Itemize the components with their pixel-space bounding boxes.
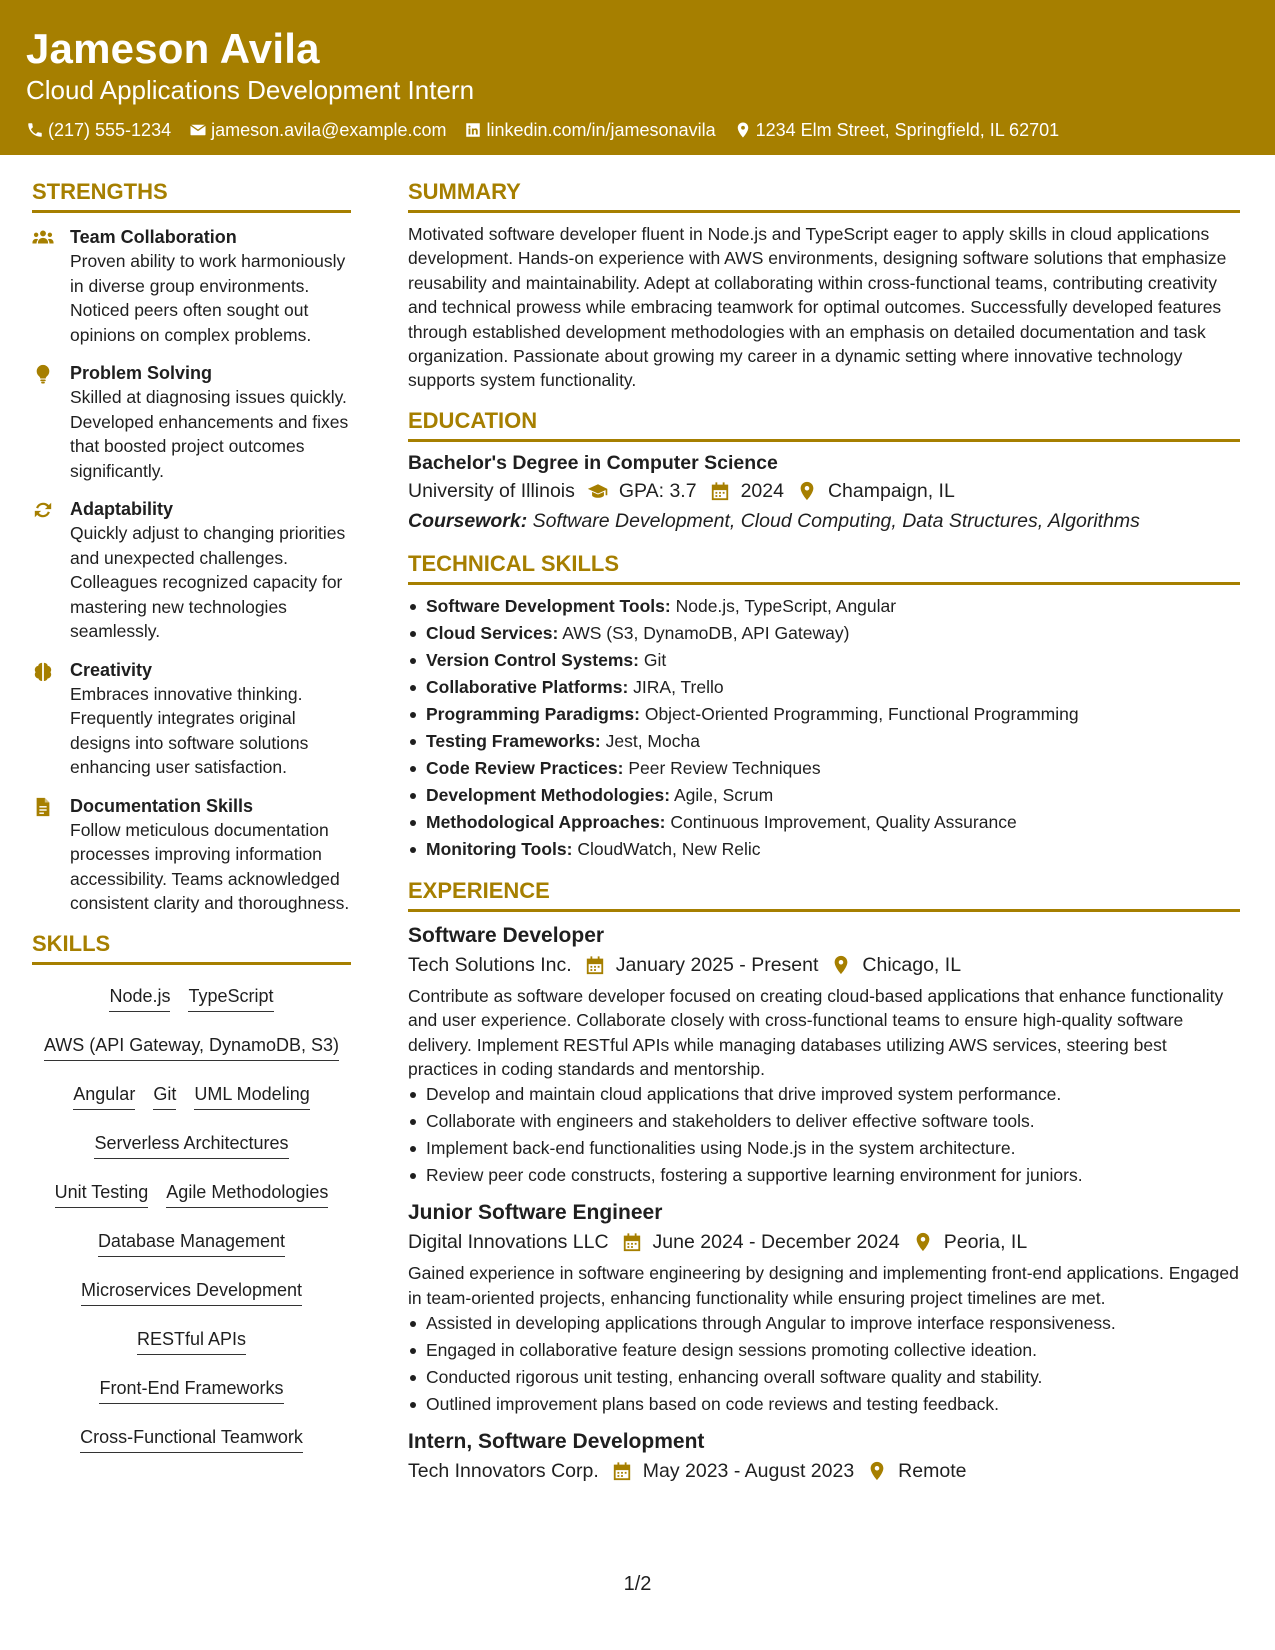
job-dates: June 2024 - December 2024: [652, 1231, 900, 1254]
list-item: Collaborate with engineers and stakeholders to deliver effective software tools.: [408, 1108, 1240, 1135]
job-meta: [408, 1456, 1240, 1486]
job-meta: [408, 1227, 1240, 1257]
coursework-label: Coursework:: [408, 509, 528, 532]
education-coursework: [408, 506, 1240, 536]
envelope-icon: [189, 121, 207, 139]
calendar-icon: [709, 481, 731, 501]
sync-icon: [32, 500, 54, 520]
skill-tag: Cross-Functional Teamwork: [80, 1425, 303, 1453]
right-column: [408, 178, 1240, 1486]
list-item: Review peer code constructs, fostering a supportive learning environment for juniors.: [408, 1162, 1240, 1189]
technical-skills-list: [408, 593, 1240, 863]
strength-description: Quickly adjust to changing priorities and unexpected challenges. Colleagues recognized capacity for mastering new technologies seamlessly.: [70, 523, 346, 641]
strength-item: [32, 361, 351, 483]
strength-description: Embraces innovative thinking. Frequently integrates original designs into software solutions enhancing user satisfaction.: [70, 683, 309, 777]
strength-description: Skilled at diagnosing issues quickly. Developed enhancements and fixes that boosted project outcomes significantly.: [70, 387, 349, 481]
lightbulb-icon: [32, 364, 54, 384]
skill-tag: TypeScript: [188, 984, 273, 1012]
users-icon: [32, 228, 54, 248]
list-item: Outlined improvement plans based on code reviews and testing feedback.: [408, 1391, 1240, 1418]
skills-heading: SKILLS: [32, 930, 351, 965]
job-dates: January 2025 - Present: [615, 953, 819, 976]
job-company: Tech Innovators Corp.: [408, 1460, 599, 1483]
map-pin-icon: [830, 955, 852, 975]
strength-title: Team Collaboration: [70, 227, 237, 247]
skill-tag: Agile Methodologies: [166, 1180, 328, 1208]
skills-tag-cloud: [32, 977, 351, 1467]
linkedin-text: linkedin.com/in/jamesonavila: [486, 120, 716, 140]
strength-title: Problem Solving: [70, 363, 213, 383]
education-gpa: GPA: 3.7: [618, 479, 697, 502]
list-item: Assisted in developing applications through Angular to improve interface responsiveness.: [408, 1310, 1240, 1337]
map-pin-icon: [866, 1461, 888, 1481]
list-item: Implement back-end functionalities using Node.js in the system architecture.: [408, 1135, 1240, 1162]
contact-bar: [26, 118, 1249, 142]
list-item: Conducted rigorous unit testing, enhancing overall software quality and stability.: [408, 1364, 1240, 1391]
skill-tag: Microservices Development: [81, 1278, 302, 1306]
job-title: Junior Software Engineer: [408, 1201, 663, 1225]
skill-tag: AWS (API Gateway, DynamoDB, S3): [44, 1033, 339, 1061]
skill-tag: Front-End Frameworks: [99, 1376, 283, 1404]
strength-title: Documentation Skills: [70, 795, 254, 816]
contact-phone[interactable]: [26, 118, 171, 142]
contact-email[interactable]: [189, 118, 446, 142]
strength-item: [32, 497, 351, 644]
coursework-list: Software Development, Cloud Computing, Data Structures, Algorithms: [532, 509, 1140, 532]
list-item: Programming Paradigms: Object-Oriented Programming, Functional Programming: [408, 701, 1240, 728]
skill-tag: RESTful APIs: [137, 1327, 246, 1355]
list-item: Version Control Systems: Git: [408, 647, 1240, 674]
candidate-name: Jameson Avila: [26, 25, 320, 72]
skill-tag: Database Management: [98, 1229, 285, 1257]
education-degree: Bachelor's Degree in Computer Science: [408, 451, 778, 474]
brain-icon: [32, 661, 54, 681]
job-description: Contribute as software developer focused on creating cloud-based applications that enhance functionality and user experience. Collaborate closely with cross-functional teams to ensure high-quality software delivery. Implement RESTful APIs while managing databases utilizing AWS services, steering best practices in coding standards and mentorship.: [408, 985, 1224, 1080]
job-company: Tech Solutions Inc.: [408, 953, 572, 976]
job-dates: May 2023 - August 2023: [642, 1460, 855, 1483]
strength-description: Follow meticulous documentation processes improving information accessibility. Teams acknowledged consistent clarity and thoroughness.: [70, 819, 350, 913]
strength-title: Creativity: [70, 659, 153, 680]
education-location: Champaign, IL: [827, 479, 955, 502]
strengths-heading: STRENGTHS: [32, 178, 351, 213]
skill-tag: Serverless Architectures: [94, 1131, 288, 1159]
experience-entry: [408, 1199, 1240, 1418]
calendar-icon: [621, 1232, 643, 1252]
education-meta: [408, 476, 1240, 506]
skill-tag: Node.js: [109, 984, 170, 1012]
list-item: Code Review Practices: Peer Review Techniques: [408, 755, 1240, 782]
education-year: 2024: [740, 479, 784, 502]
strength-item: [32, 794, 351, 916]
experience-entry: [408, 1428, 1240, 1486]
document-icon: [32, 797, 54, 817]
strength-item: [32, 225, 351, 347]
skill-tag: Unit Testing: [55, 1180, 149, 1208]
contact-address: [734, 118, 1060, 142]
list-item: Monitoring Tools: CloudWatch, New Relic: [408, 836, 1240, 863]
experience-heading: EXPERIENCE: [408, 877, 1240, 912]
list-item: Software Development Tools: Node.js, TypeScript, Angular: [408, 593, 1240, 620]
job-company: Digital Innovations LLC: [408, 1231, 609, 1254]
list-item: Development Methodologies: Agile, Scrum: [408, 782, 1240, 809]
left-column: [32, 178, 351, 1467]
map-pin-icon: [734, 121, 752, 139]
map-pin-icon: [912, 1232, 934, 1252]
candidate-title: Cloud Applications Development Intern: [26, 75, 475, 105]
graduation-cap-icon: [587, 481, 609, 501]
skill-tag: Angular: [73, 1082, 135, 1110]
education-school: University of Illinois: [408, 479, 575, 502]
skill-tag: Git: [153, 1082, 176, 1110]
strength-item: [32, 658, 351, 780]
list-item: Methodological Approaches: Continuous Improvement, Quality Assurance: [408, 809, 1240, 836]
job-bullets: [408, 1310, 1240, 1418]
strengths-list: [32, 225, 351, 916]
phone-icon: [26, 121, 44, 139]
email-text: jameson.avila@example.com: [211, 120, 447, 140]
summary-heading: SUMMARY: [408, 178, 1240, 213]
address-text: 1234 Elm Street, Springfield, IL 62701: [755, 120, 1060, 140]
map-pin-icon: [796, 481, 818, 501]
job-location: Peoria, IL: [943, 1231, 1028, 1254]
strength-description: Proven ability to work harmoniously in diverse group environments. Noticed peers often sought out opinions on complex problems.: [70, 251, 346, 345]
linkedin-icon: [464, 121, 482, 139]
job-bullets: [408, 1081, 1240, 1189]
calendar-icon: [611, 1461, 633, 1481]
job-title: Intern, Software Development: [408, 1430, 705, 1454]
contact-linkedin[interactable]: [464, 118, 715, 142]
job-meta: [408, 950, 1240, 980]
technical-skills-heading: TECHNICAL SKILLS: [408, 550, 1240, 585]
resume-header: [0, 0, 1275, 155]
job-location: Remote: [898, 1460, 967, 1483]
list-item: Engaged in collaborative feature design sessions promoting collective ideation.: [408, 1337, 1240, 1364]
experience-entry: [408, 922, 1240, 1190]
calendar-icon: [584, 955, 606, 975]
skill-tag: UML Modeling: [194, 1082, 309, 1110]
phone-text: (217) 555-1234: [48, 120, 172, 140]
page-number: 1/2: [623, 1573, 652, 1595]
list-item: Develop and maintain cloud applications that drive improved system performance.: [408, 1081, 1240, 1108]
list-item: Collaborative Platforms: JIRA, Trello: [408, 674, 1240, 701]
job-location: Chicago, IL: [862, 953, 962, 976]
job-description: Gained experience in software engineering by designing and implementing front-end applications. Engaged in team-oriented projects, enhancing functionality while ensuring project timelines are met.: [408, 1263, 1239, 1308]
list-item: Testing Frameworks: Jest, Mocha: [408, 728, 1240, 755]
list-item: Cloud Services: AWS (S3, DynamoDB, API Gateway): [408, 620, 1240, 647]
education-heading: EDUCATION: [408, 407, 1240, 442]
summary-text: Motivated software developer fluent in Node.js and TypeScript eager to apply skills in cloud applications development. Hands-on experience with AWS environments, designing software solutions that emphasize reusability and maintainability. Adept at collaborating within cross-functional teams, contributing creativity and technical prowess while embracing teamwork for optimal outcomes. Successfully developed features through established development methodologies with an emphasis on detailed documentation and task organization. Passionate about growing my career in a dynamic setting where innovative technology supports system functionality.: [408, 224, 1227, 391]
job-title: Software Developer: [408, 923, 605, 947]
strength-title: Adaptability: [70, 499, 174, 519]
